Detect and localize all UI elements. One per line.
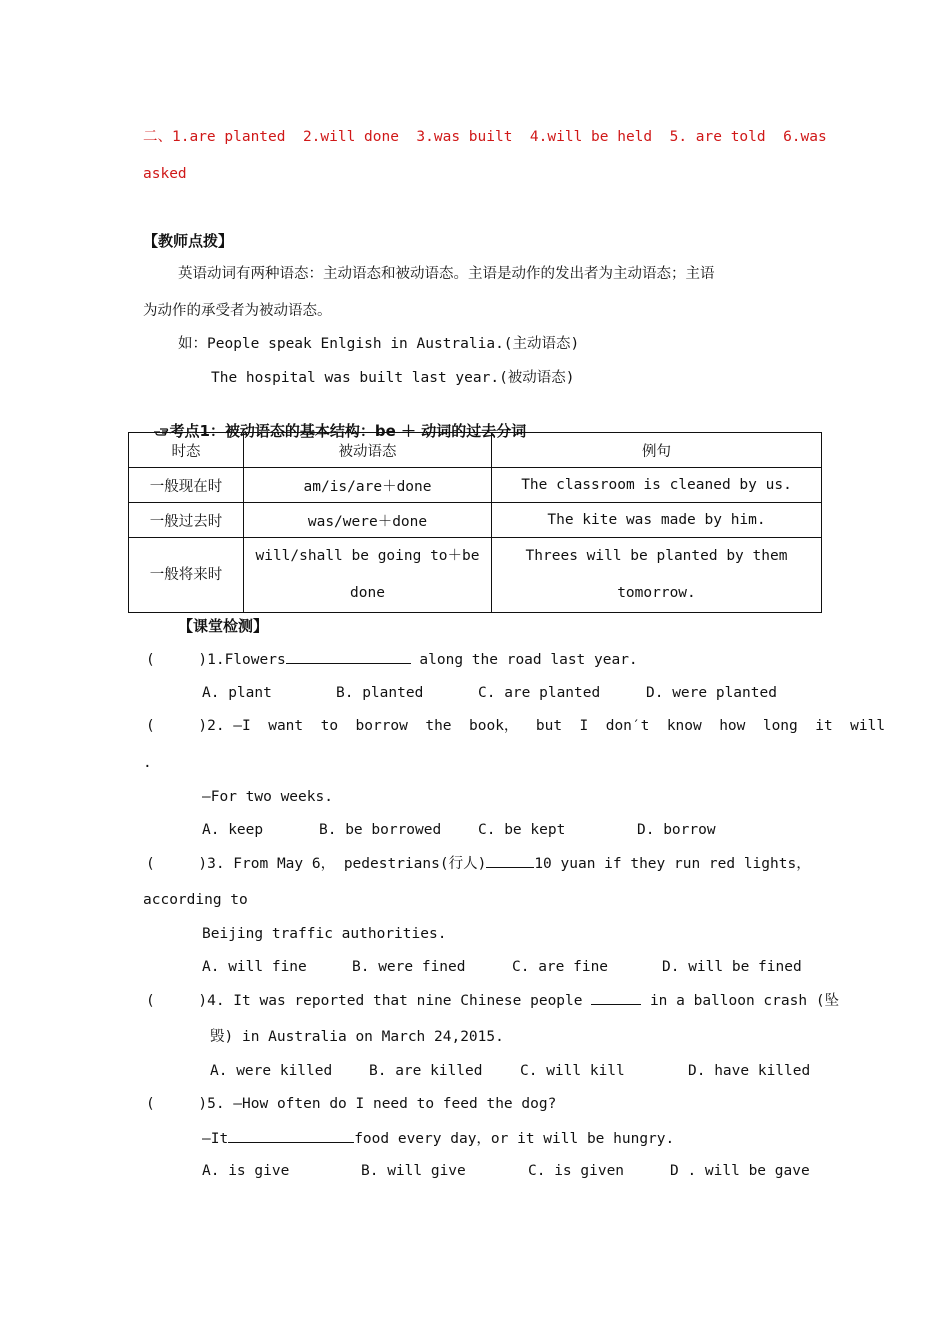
cell-tense: 一般过去时 [129, 503, 244, 538]
answer-paren[interactable]: ( ) [146, 856, 208, 872]
question-1 [146, 649, 638, 670]
table-row [129, 503, 822, 538]
cell-form-line-1: will/shall be going to＋be [255, 548, 480, 564]
option-a[interactable]: A. will fine [202, 959, 307, 975]
cell-example: The classroom is cleaned by us. [492, 468, 822, 503]
cell-form: am/is/are＋done [244, 468, 492, 503]
option-d[interactable]: D. borrow [637, 822, 716, 838]
question-text: 10 yuan if they run red lights， [534, 856, 811, 872]
table-row [129, 468, 822, 503]
option-a[interactable]: A. keep [202, 822, 264, 838]
question-text: 3. From May 6， pedestrians(行人) [207, 856, 487, 872]
question-text: 5. —How often do I need to feed the dog? [207, 1096, 557, 1112]
question-text: food every day，or it will be hungry. [354, 1131, 675, 1147]
question-3-line-3: Beijing traffic authorities. [202, 926, 447, 942]
question-4-line-2: 毁) in Australia on March 24,2015. [210, 1029, 504, 1045]
answer-paren[interactable]: ( ) [146, 652, 208, 668]
header-example: 例句 [492, 433, 822, 468]
option-a[interactable]: A. were killed [210, 1063, 333, 1079]
cell-example: The kite was made by him. [492, 503, 822, 538]
question-text: along the road last year. [410, 652, 638, 668]
answer-blank[interactable] [228, 1128, 354, 1143]
answers-line-2: asked [143, 166, 187, 182]
option-b[interactable]: B. were fined [352, 959, 466, 975]
cell-example [492, 538, 822, 613]
header-passive-voice: 被动语态 [244, 433, 492, 468]
cell-form-line-2: done [350, 585, 385, 601]
answer-paren[interactable]: ( ) [146, 993, 208, 1009]
example-active-voice: 如：People speak Enlgish in Australia.(主动语态) [178, 336, 580, 352]
option-b[interactable]: B. will give [361, 1163, 466, 1179]
cell-form [244, 538, 492, 613]
quiz-heading: 【课堂检测】 [178, 617, 269, 635]
question-text: 4. It was reported that nine Chinese people [207, 993, 592, 1009]
option-b[interactable]: B. planted [336, 685, 424, 701]
cell-example-line-2: tomorrow. [617, 585, 696, 601]
option-c[interactable]: C. will kill [520, 1063, 625, 1079]
option-d[interactable]: D. have killed [688, 1063, 811, 1079]
teacher-tips-para-line-1: 英语动词有两种语态：主动语态和被动语态。主语是动作的发出者为主动语态；主语 [178, 266, 715, 282]
cell-form: was/were＋done [244, 503, 492, 538]
question-text: —It [202, 1131, 229, 1147]
option-c[interactable]: C. is given [528, 1163, 625, 1179]
option-b[interactable]: B. be borrowed [319, 822, 442, 838]
answer-blank[interactable] [591, 990, 641, 1005]
question-2 [146, 716, 885, 736]
answer-paren[interactable]: ( ) [146, 1096, 208, 1112]
option-d[interactable]: D. will be fined [662, 959, 802, 975]
question-text: 1.Flowers [207, 652, 286, 668]
question-2-reply: —For two weeks. [202, 789, 333, 805]
answer-blank[interactable] [486, 853, 534, 868]
table-row [129, 538, 822, 613]
option-a[interactable]: A. is give [202, 1163, 290, 1179]
option-c[interactable]: C. be kept [478, 822, 566, 838]
cell-tense: 一般现在时 [129, 468, 244, 503]
option-d[interactable]: D . will be gave [670, 1163, 810, 1179]
teacher-tips-para-line-2: 为动作的承受者为被动语态。 [143, 303, 332, 319]
teacher-tips-heading: 【教师点拨】 [143, 232, 234, 250]
option-a[interactable]: A. plant [202, 685, 272, 701]
option-d[interactable]: D. were planted [646, 685, 777, 701]
answer-paren[interactable]: ( ) [146, 718, 208, 734]
point1-title: 考点1：被动语态的基本结构：be ＋ 动词的过去分词 [169, 422, 527, 440]
header-tense: 时态 [129, 433, 244, 468]
passive-voice-table [128, 432, 822, 613]
cell-tense: 一般将来时 [129, 538, 244, 613]
question-3 [146, 853, 811, 874]
question-text: in a balloon crash (坠 [641, 993, 840, 1009]
answer-blank[interactable] [286, 649, 411, 664]
example-passive-voice: The hospital was built last year.(被动语态) [211, 370, 575, 386]
option-c[interactable]: C. are planted [478, 685, 601, 701]
question-2-dot: . [143, 755, 152, 771]
answers-line-1: 二、1.are planted 2.will done 3.was built 4.will be held 5. are told 6.was [143, 129, 827, 145]
question-5 [146, 1094, 556, 1114]
option-c[interactable]: C. are fine [512, 959, 609, 975]
question-text: 2. —I want to borrow the book， but I don′t know how long it will [207, 718, 886, 734]
question-3-line-2: according to [143, 892, 248, 908]
question-5-reply [202, 1128, 674, 1149]
cell-example-line-1: Threes will be planted by them [525, 548, 788, 564]
question-4 [146, 990, 839, 1011]
option-b[interactable]: B. are killed [369, 1063, 483, 1079]
table-header-row [129, 433, 822, 468]
